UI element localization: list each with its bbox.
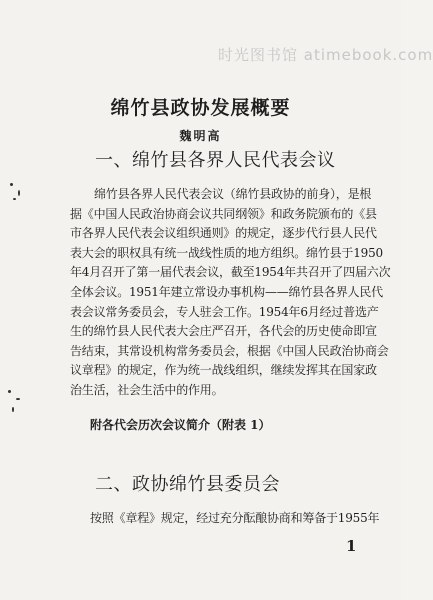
scan-speck <box>12 407 14 412</box>
scan-speck <box>8 390 11 393</box>
paragraph-line: 表大会的职权具有统一战线性质的地方组织。绵竹县于1950 <box>70 245 383 260</box>
paragraph-line: 表会议常务委员会，专人驻会工作。1954年6月经过普选产 <box>70 304 379 319</box>
appendix-note: 附各代会历次会议简介（附表 1） <box>90 418 271 432</box>
scan-speck <box>16 398 20 400</box>
section-1-paragraph <box>70 185 391 401</box>
page-number: 1 <box>346 537 357 555</box>
paragraph-line: 市各界人民代表会议组织通则》的规定，逐步代行县人民代 <box>70 226 377 241</box>
scan-speck <box>10 183 13 186</box>
watermark: 时光图书馆 atimebook.com <box>218 46 433 64</box>
paragraph-line: 议章程》的规定，作为统一战线组织，继续发挥其在国家政 <box>70 363 377 378</box>
paragraph-line: 据《中国人民政治协商会议共同纲领》和政务院颁布的《县 <box>70 206 377 221</box>
section-1-heading: 一、绵竹县各界人民代表会议 <box>95 150 336 171</box>
scan-speck <box>18 190 20 196</box>
scan-speck <box>13 198 16 200</box>
paragraph-line: 绵竹县各界人民代表会议（绵竹县政协的前身），是根 <box>94 187 372 201</box>
author-name: 魏明高 <box>179 129 222 143</box>
section-2-first-line: 按照《章程》规定，经过充分酝酿协商和筹备于1955年 <box>90 511 380 525</box>
paragraph-line: 全体会议。1951年建立常设办事机构——绵竹县各界人民代 <box>70 284 383 299</box>
paragraph-line: 生的绵竹县人民代表大会庄严召开，各代会的历史使命即宣 <box>70 324 377 339</box>
paragraph-line: 年4月召开了第一届代表会议，截至1954年共召开了四届六次 <box>70 265 391 280</box>
paragraph-line: 治生活，社会生活中的作用。 <box>70 382 224 397</box>
document-title: 绵竹县政协发展概要 <box>110 97 291 119</box>
section-2-heading: 二、政协绵竹县委员会 <box>95 474 280 495</box>
paragraph-line: 告结束，其常设机构常务委员会，根据《中国人民政治协商会 <box>70 343 389 358</box>
